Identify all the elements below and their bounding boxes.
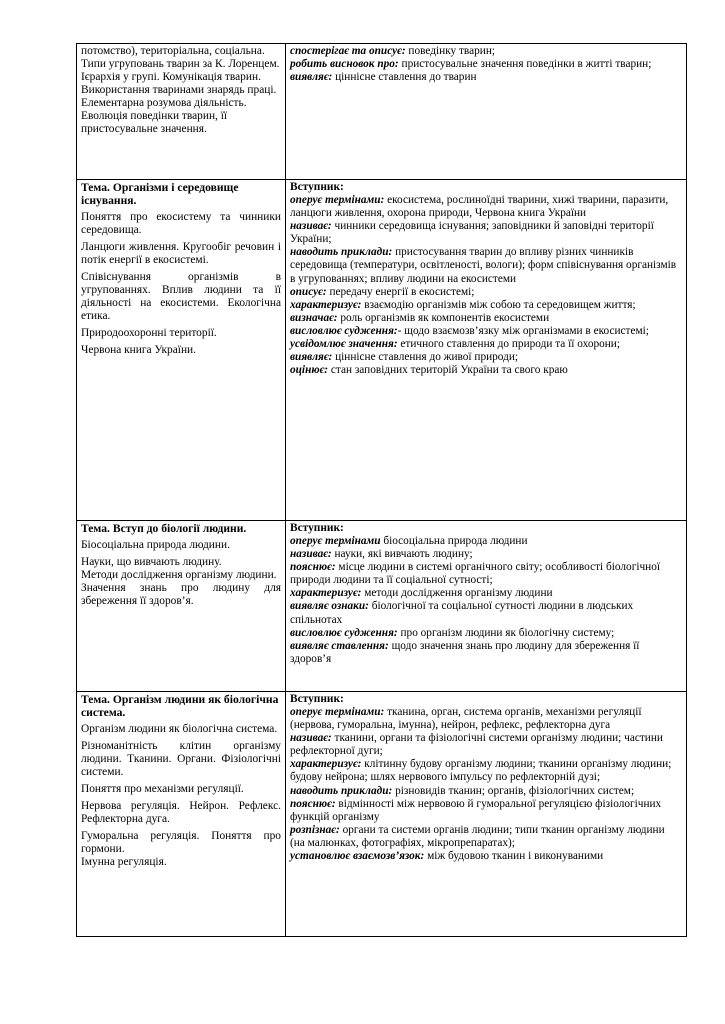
outcome-text: клітинну будову організму людини; тканини організму людини; будову нейрона; шлях нервового імпульсу по рефлекторній дузі; (290, 758, 672, 784)
outcome-term: виявляє: (290, 71, 333, 84)
outcome-line (290, 535, 682, 548)
outcome-term: визначає: (290, 311, 338, 324)
outcome-term: називає: (290, 548, 332, 561)
topic-item: Організм людини як біологічна система. (81, 723, 278, 735)
outcome-line (290, 246, 682, 285)
outcome-text: між будовою тканин і виконуваними (424, 850, 604, 863)
outcomes-cell (286, 692, 687, 937)
outcome-term: описує: (290, 285, 327, 298)
outcome-text: пристосування тварин до впливу різних чинників середовища (температури, освітленості, вологи); форм співіснування організмів в угрупованнях; впливу людини на екосистеми (290, 246, 677, 285)
topic-content: потомство), територіальна, соціальна. Типи угруповань тварин за К. Лоренцем. Ієрархія у групі. Комунікація тварин. Використання тваринами знарядь праці. Елементарна розумова діяльність. Еволюція поведінки тварин, її пристосувальне значення. (81, 45, 280, 135)
outcome-line (290, 325, 682, 338)
table-row (77, 44, 687, 180)
outcome-term: спостерігає та описує: (290, 45, 406, 57)
outcome-line (290, 71, 682, 84)
table-row (77, 180, 687, 521)
outcome-text: екосистема, рослиноїдні тварини, хижі тварини, паразити, ланцюги живлення, охорона природи, Червона книга України (290, 194, 669, 220)
outcome-term: називає: (290, 220, 332, 233)
topic-item: Ланцюги живлення. Кругообіг речовин і потік енергії в екосистемі. (81, 241, 281, 266)
topic-item: Гуморальна регуляція. Поняття про гормони. (81, 830, 281, 855)
outcome-term: виявляє ознаки: (290, 600, 369, 613)
outcome-text: роль організмів як компонентів екосистеми (337, 311, 550, 324)
outcome-term: висловлює судження: (290, 626, 398, 639)
topic-cell (77, 180, 286, 521)
outcome-text: чинники середовища існування; заповідники й заповідні території України; (290, 220, 654, 246)
outcome-line (290, 338, 682, 351)
outcome-term: характеризує: (290, 758, 362, 771)
outcome-text: методи дослідження організму людини (361, 587, 553, 600)
outcome-text: ціннісне ставлення до тварин (332, 71, 477, 84)
topic-cell (77, 692, 286, 937)
topic-title: Тема. Організми і середовище існування. (81, 181, 239, 207)
outcome-line (290, 850, 682, 863)
outcome-text: відмінності між нервовою й гуморальної регуляцією фізіологічних функцій організму (290, 797, 662, 823)
outcome-line (290, 286, 682, 299)
outcome-line (290, 587, 682, 600)
outcomes-heading: Вступник: (290, 522, 344, 534)
table-row (77, 521, 687, 692)
outcome-text: науки, які вивчають людину; (331, 548, 473, 561)
outcome-line (290, 627, 682, 640)
topic-item: Співіснування організмів в угрупованнях. Вплив людини та її діяльності на екосистеми. Екологічна етика. (81, 271, 281, 322)
outcome-line (290, 45, 682, 58)
outcome-term: висловлює судження: (290, 324, 398, 337)
outcome-term: установлює взаємозв’язок: (290, 850, 425, 863)
outcome-term: виявляє: (290, 351, 333, 364)
topic-cell (77, 44, 286, 180)
outcome-text: органи та системи органів людини; типи тканин організму людини (на малюнках, фотографіях, мікропрепаратах); (290, 823, 665, 849)
outcome-term: називає: (290, 732, 332, 745)
outcome-line (290, 194, 682, 220)
outcome-line (290, 364, 682, 377)
topic-title: Тема. Організм людини як біологічна система. (81, 693, 279, 719)
outcomes-cell (286, 180, 687, 521)
outcome-text: різновидів тканин; органів, фізіологічних систем; (392, 784, 635, 797)
topic-item: Поняття про екосистему та чинники середовища. (81, 211, 281, 236)
outcome-text: біологічної та соціальної сутності людини в людських спільнотах (290, 600, 634, 626)
outcome-text: тканини, органи та фізіологічні системи організму людини; частини рефлекторної дуги; (290, 732, 663, 758)
outcome-term: оцінює: (290, 364, 329, 377)
outcome-text: - щодо взаємозв’язку між організмами в екосистемі; (397, 324, 649, 337)
outcome-line (290, 798, 682, 824)
topic-item: Імунна регуляція. (81, 856, 167, 868)
outcomes-heading: Вступник: (290, 181, 344, 193)
topic-item: Методи дослідження організму людини. (81, 569, 277, 581)
outcome-term: усвідомлює значення: (290, 338, 398, 351)
outcome-line (290, 600, 682, 626)
topic-item: Науки, що вивчають людину. (81, 556, 222, 568)
outcomes-cell (286, 44, 687, 180)
outcomes-cell (286, 521, 687, 692)
outcome-text: про організм людини як біологічну систему; (397, 626, 615, 639)
outcomes-heading: Вступник: (290, 693, 344, 705)
outcome-term: розпізнає: (290, 823, 340, 836)
outcome-term: оперує термінами: (290, 706, 385, 718)
outcome-line (290, 785, 682, 798)
outcome-line (290, 758, 682, 784)
outcome-term: наводить приклади: (290, 784, 393, 797)
outcome-term: виявляє ставлення: (290, 639, 389, 652)
outcome-term: оперує термінами: (290, 194, 385, 206)
outcome-text: взаємодію організмів між собою та середовищем життя; (361, 298, 636, 311)
outcome-line (290, 312, 682, 325)
topic-item: Значення знань про людину для збереження її здоров’я. (81, 582, 281, 607)
topic-item: Різноманітність клітин організму людини. Тканини. Органи. Фізіологічні системи. (81, 740, 281, 778)
outcome-text: біосоціальна природа людини (380, 535, 528, 547)
outcome-text: ціннісне ставлення до живої природи; (332, 351, 519, 364)
outcome-term: характеризує: (290, 298, 362, 311)
outcome-text: тканина, орган, система органів, механізми регуляції (нервова, гуморальна, імунна), нейрон, рефлекс, рефлекторна дуга (290, 706, 642, 732)
outcome-text: щодо значення знань про людину для збереження її здоров’я (290, 639, 640, 665)
outcome-text: передачу енергії в екосистемі; (326, 285, 475, 298)
outcome-line (290, 351, 682, 364)
topic-item: Біосоціальна природа людини. (81, 539, 230, 551)
topic-cell (77, 521, 286, 692)
outcome-term: робить висновок про: (290, 58, 399, 71)
outcome-text: місце людини в системі органічного світу; особливості біологічної природи людини та її соціальної сутності; (290, 561, 660, 587)
outcome-text: етичного ставлення до природи та її охорони; (397, 338, 620, 351)
outcome-line (290, 732, 682, 758)
topic-item: Природоохоронні території. (81, 327, 217, 339)
outcome-line (290, 706, 682, 732)
outcome-text: пристосувальне значення поведінки в житті тварин; (398, 58, 652, 71)
topic-item: Червона книга України. (81, 344, 197, 356)
curriculum-table (76, 43, 687, 937)
outcome-line (290, 58, 682, 71)
outcome-term: оперує термінами (290, 535, 381, 547)
topic-item: Поняття про механізми регуляції. (81, 783, 244, 795)
outcome-line (290, 220, 682, 246)
outcome-line (290, 548, 682, 561)
outcome-term: пояснює: (290, 797, 336, 810)
outcome-term: пояснює: (290, 561, 336, 574)
topic-title: Тема. Вступ до біології людини. (81, 522, 247, 535)
outcome-text: стан заповідних територій України та свого краю (328, 364, 568, 377)
outcome-line (290, 640, 682, 666)
outcome-line (290, 299, 682, 312)
outcome-text: поведінку тварин; (405, 45, 496, 57)
outcome-line (290, 824, 682, 850)
table-row (77, 692, 687, 937)
outcome-line (290, 561, 682, 587)
topic-item: Нервова регуляція. Нейрон. Рефлекс. Рефлекторна дуга. (81, 800, 281, 825)
outcome-term: наводить приклади: (290, 246, 393, 259)
outcome-term: характеризує: (290, 587, 362, 600)
